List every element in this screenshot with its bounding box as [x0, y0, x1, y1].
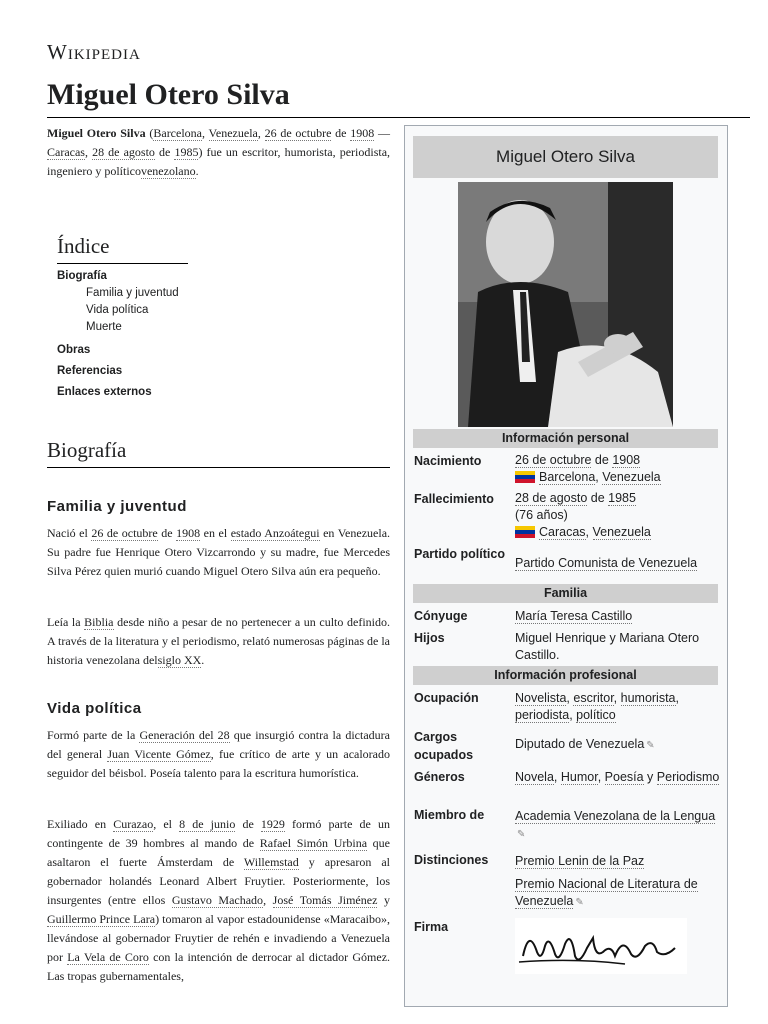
- link-poesia[interactable]: Poesía: [604, 770, 644, 784]
- link-venezuela[interactable]: Venezuela: [602, 470, 661, 484]
- venezuela-flag-icon: [515, 471, 535, 483]
- intro-name: Miguel Otero Silva: [47, 126, 146, 140]
- para-text: Exiliado en: [47, 817, 114, 831]
- link-humor[interactable]: Humor: [560, 770, 598, 784]
- link-politico[interactable]: político: [576, 708, 616, 722]
- subsection-heading-vida-politica: Vida política: [47, 700, 142, 717]
- toc-title: Índice: [57, 234, 110, 258]
- link-curazao[interactable]: Curazao: [113, 817, 154, 831]
- link-humorista[interactable]: humorista: [620, 691, 676, 705]
- link-novelista[interactable]: Novelista: [515, 691, 567, 705]
- toc-item-obras[interactable]: Obras: [57, 344, 91, 356]
- toc-item-biografia[interactable]: Biografía: [57, 270, 107, 282]
- infobox: [404, 125, 728, 1007]
- link-birth-date[interactable]: 26 de octubre: [264, 126, 332, 140]
- para-text: ,: [263, 893, 273, 907]
- link-willemstad[interactable]: Willemstad: [243, 855, 299, 869]
- para-text: y apresaron al gobernador holandés Leonard Albert Fruytier. Posteriormente, los insurgentes (entre ellos: [47, 855, 390, 907]
- venezuela-flag-icon: [515, 526, 535, 538]
- link-venezolano[interactable]: venezolano: [140, 164, 196, 178]
- portrait-photo-graphic: [458, 182, 673, 427]
- para-text: en el: [200, 526, 231, 540]
- label-fallecimiento: Fallecimiento: [414, 492, 494, 506]
- intro-text: de: [154, 145, 175, 159]
- link-periodismo[interactable]: Periodismo: [656, 770, 720, 784]
- label-partido: Partido político: [414, 547, 505, 561]
- link-anzoategui[interactable]: estado Anzoátegui: [230, 526, 320, 540]
- toc-divider: [57, 263, 188, 264]
- para-text: Formó parte de la: [47, 728, 140, 742]
- value-text: de: [587, 491, 609, 505]
- label-generos: Géneros: [414, 770, 465, 784]
- infobox-title: Miguel Otero Silva: [413, 136, 718, 178]
- link-death-year[interactable]: 1985: [608, 491, 636, 505]
- link-barcelona[interactable]: Barcelona: [153, 126, 202, 140]
- link-caracas[interactable]: Caracas: [539, 525, 586, 539]
- intro-text: ,: [84, 145, 93, 159]
- value-text: y: [643, 770, 657, 784]
- link-birth-year[interactable]: 1908: [350, 126, 375, 140]
- toc-item-familia[interactable]: Familia y juventud: [86, 287, 179, 299]
- value-text: ,: [595, 470, 603, 484]
- link-premio-nacional-literatura[interactable]: Premio Nacional de Literatura de Venezuela: [515, 877, 698, 908]
- portrait-photo-icon[interactable]: [458, 182, 673, 427]
- link-generacion-28[interactable]: Generación del 28: [139, 728, 230, 742]
- link-premio-lenin[interactable]: Premio Lenin de la Paz: [515, 854, 645, 868]
- para-text: formó parte de un contingente de 39 hombres al mando de: [47, 817, 391, 850]
- para-text: Leía la: [47, 615, 85, 629]
- link-death-date[interactable]: 28 de agosto: [515, 491, 588, 505]
- link-1929[interactable]: 1929: [260, 817, 285, 831]
- value-miembro: [515, 808, 723, 842]
- label-cargos: Cargos ocupados: [414, 730, 474, 762]
- value-age: (76 años): [515, 508, 568, 522]
- value-conyuge: [515, 608, 723, 625]
- edit-pencil-icon[interactable]: ✎: [575, 897, 584, 908]
- wikipedia-logo[interactable]: Wikipedia: [47, 40, 141, 64]
- link-venezuela[interactable]: Venezuela: [592, 525, 651, 539]
- label-conyuge: Cónyuge: [414, 609, 468, 623]
- intro-text: ,: [257, 126, 265, 140]
- para-text: con la intención de derrocar al dictador Gómez. Las tropas gubernamentales,: [47, 950, 391, 983]
- toc-item-muerte[interactable]: Muerte: [86, 321, 122, 333]
- link-death-date[interactable]: 28 de agosto: [92, 145, 155, 159]
- value-generos: Novela, Humor, Poesía y Periodismo: [515, 770, 720, 784]
- link-juan-vicente-gomez[interactable]: Juan Vicente Gómez: [107, 747, 211, 761]
- link-guillermo-prince-lara[interactable]: Guillermo Prince Lara: [47, 912, 156, 926]
- para-text: que asaltaron el fuerte Ámsterdam de: [47, 836, 390, 869]
- para-text: que insurgió contra la dictadura del general: [47, 728, 390, 761]
- toc-item-vida-politica[interactable]: Vida política: [86, 304, 149, 316]
- edit-pencil-icon[interactable]: ✎: [646, 740, 655, 751]
- infobox-section-familia: Familia: [413, 584, 718, 603]
- intro-text: ) fue un escritor, humorista, periodista, ingeniero y político: [47, 145, 391, 178]
- link-novela[interactable]: Novela: [515, 770, 554, 784]
- value-text: ,: [585, 525, 593, 539]
- link-biblia[interactable]: Biblia: [84, 615, 114, 629]
- intro-text: .: [195, 164, 199, 178]
- toc-item-enlaces[interactable]: Enlaces externos: [57, 386, 152, 398]
- para-text: y: [377, 893, 391, 907]
- intro-text: (: [145, 126, 154, 140]
- link-birth-year[interactable]: 1908: [612, 453, 641, 467]
- link-academia-venezolana[interactable]: Academia Venezolana de la Lengua: [515, 809, 716, 823]
- title-divider: [47, 117, 750, 118]
- para-text: de: [157, 526, 177, 540]
- para-text: , el: [153, 817, 180, 831]
- link-rafael-simon-urbina[interactable]: Rafael Simón Urbina: [259, 836, 368, 850]
- value-nacimiento: [515, 452, 723, 486]
- value-text: de: [591, 453, 613, 467]
- link-barcelona[interactable]: Barcelona: [539, 470, 596, 484]
- label-hijos: Hijos: [414, 631, 445, 645]
- para-text: en Venezuela. Su padre fue Henrique Otero Vizcarrondo y su madre, fue Mercedes Silva Pérez quien murió cuando Miguel Otero Silva aún era pequeño.: [47, 526, 391, 578]
- value-text: Diputado de Venezuela: [515, 737, 645, 751]
- link-siglo-xx[interactable]: siglo XX: [157, 653, 202, 667]
- paragraph-familia-2: [47, 613, 390, 670]
- intro-paragraph: [47, 124, 390, 181]
- link-birth-year[interactable]: 1908: [176, 526, 201, 540]
- section-heading-biografia: Biografía: [47, 438, 127, 462]
- value-distinciones-2: [515, 876, 723, 910]
- label-distinciones: Distinciones: [414, 853, 489, 867]
- para-text: , fue crítico de arte y un acalorado seguidor del béisbol. Poseía talento para la escritura humorística.: [47, 747, 391, 780]
- label-firma: Firma: [414, 920, 449, 934]
- signature-graphic: [515, 918, 687, 974]
- link-periodista[interactable]: periodista: [515, 708, 570, 722]
- para-text: ) tomaron al vapor estadounidense «Maracaibo», llevándose al gobernador Fruytier de rehén e invadiendo a Venezuela por: [47, 912, 390, 964]
- infobox-section-personal: Información personal: [413, 429, 718, 448]
- link-escritor[interactable]: escritor: [573, 691, 614, 705]
- paragraph-vida-1: [47, 726, 390, 783]
- link-la-vela-de-coro[interactable]: La Vela de Coro: [67, 950, 149, 964]
- link-birth-date[interactable]: 26 de octubre: [91, 526, 158, 540]
- link-maria-teresa-castillo[interactable]: María Teresa Castillo: [515, 609, 633, 623]
- label-miembro: Miembro de: [414, 808, 485, 822]
- value-ocupacion: Novelista, escritor, humorista, periodista, político: [515, 691, 679, 722]
- value-fallecimiento: [515, 490, 723, 541]
- intro-text: ,: [202, 126, 209, 140]
- paragraph-vida-2: [47, 815, 390, 986]
- value-hijos: Miguel Henrique y Mariana Otero Castillo.: [515, 631, 700, 662]
- section-divider: [47, 467, 390, 468]
- intro-text: —: [374, 126, 390, 140]
- toc-item-referencias[interactable]: Referencias: [57, 365, 123, 377]
- link-jose-tomas-jimenez[interactable]: José Tomás Jiménez: [272, 893, 378, 907]
- value-distinciones: [515, 853, 723, 870]
- intro-text: de: [331, 126, 351, 140]
- link-birth-date[interactable]: 26 de octubre: [515, 453, 592, 467]
- value-cargos: [515, 736, 723, 753]
- label-ocupacion: Ocupación: [414, 691, 479, 705]
- para-text: de: [235, 817, 261, 831]
- subsection-heading-familia: Familia y juventud: [47, 498, 187, 515]
- link-partido-comunista[interactable]: Partido Comunista de Venezuela: [515, 556, 698, 570]
- para-text: .: [201, 653, 205, 667]
- paragraph-familia-1: [47, 524, 390, 581]
- link-gustavo-machado[interactable]: Gustavo Machado: [171, 893, 264, 907]
- para-text: desde niño a pesar de no pertenecer a un culto definido. A través de la literatura y el periodismo, relató numerosas páginas de la historia venezolana del: [47, 615, 390, 667]
- edit-pencil-icon[interactable]: ✎: [517, 829, 526, 840]
- infobox-section-profesional: Información profesional: [413, 666, 718, 685]
- link-8-junio[interactable]: 8 de junio: [179, 817, 236, 831]
- para-text: Nació el: [47, 526, 92, 540]
- page-title: Miguel Otero Silva: [47, 78, 290, 111]
- link-death-year[interactable]: 1985: [174, 145, 199, 159]
- link-caracas[interactable]: Caracas: [47, 145, 85, 159]
- value-partido: [515, 555, 723, 572]
- link-venezuela[interactable]: Venezuela: [208, 126, 258, 140]
- label-nacimiento: Nacimiento: [414, 454, 482, 468]
- signature-image[interactable]: [515, 918, 687, 974]
